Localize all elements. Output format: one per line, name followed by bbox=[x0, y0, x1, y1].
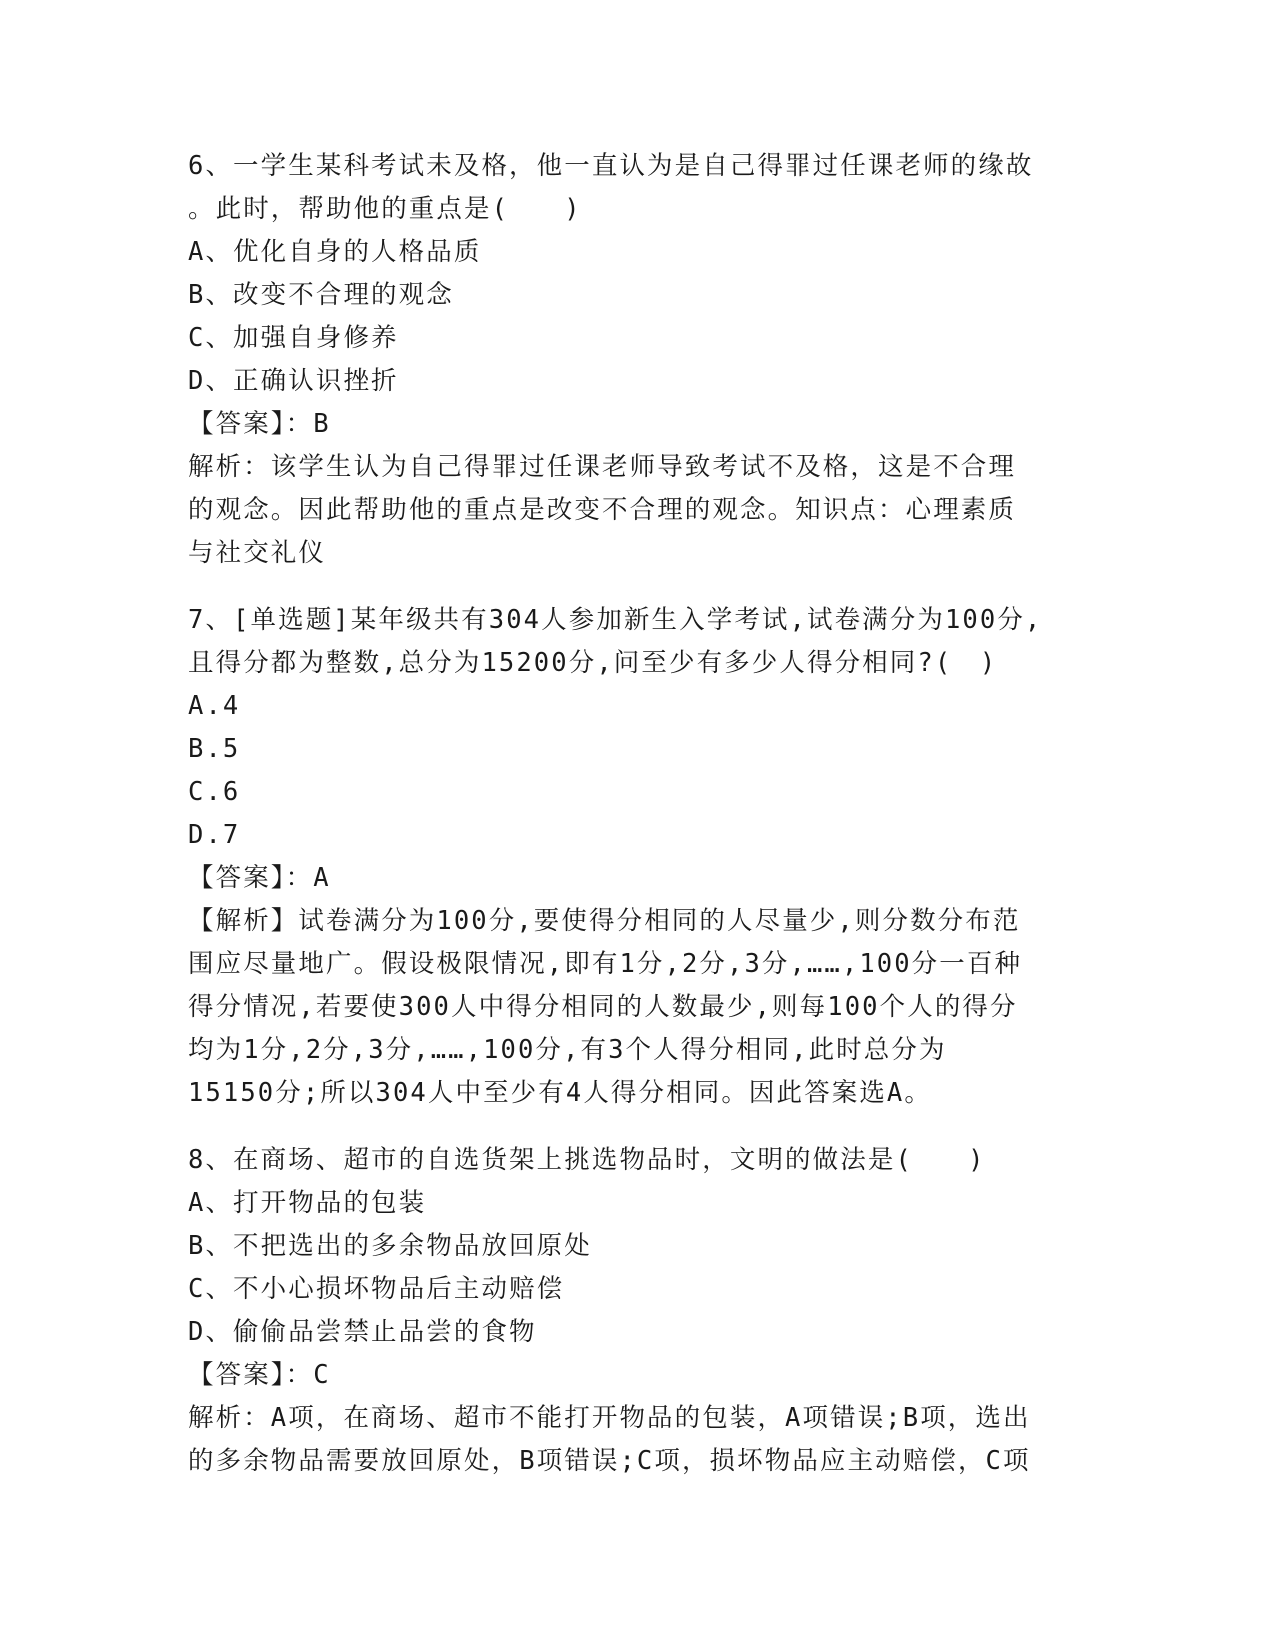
analysis-line: 15150分;所以304人中至少有4人得分相同。因此答案选A。 bbox=[188, 1078, 932, 1108]
question-stem-line: 6、一学生某科考试未及格，他一直认为是自己得罪过任课老师的缘故 bbox=[188, 151, 1034, 181]
question-8 bbox=[188, 1139, 1088, 1483]
analysis-line: 的观念。因此帮助他的重点是改变不合理的观念。知识点：心理素质 bbox=[188, 495, 1017, 525]
answer-line: 【答案】：A bbox=[188, 863, 331, 893]
option-d: D.7 bbox=[188, 820, 241, 850]
question-stem-line: 7、[单选题]某年级共有304人参加新生入学考试,试卷满分为100分, bbox=[188, 605, 1043, 635]
option-c: C、加强自身修养 bbox=[188, 323, 399, 353]
option-b: B、不把选出的多余物品放回原处 bbox=[188, 1231, 592, 1261]
option-a: A、优化自身的人格品质 bbox=[188, 237, 482, 267]
option-d: D、正确认识挫折 bbox=[188, 366, 399, 396]
question-stem-line: 。此时，帮助他的重点是( ) bbox=[188, 194, 582, 224]
analysis-line: 【解析】试卷满分为100分,要使得分相同的人尽量少,则分数分布范 bbox=[188, 906, 1021, 936]
question-stem-line: 且得分都为整数,总分为15200分,问至少有多少人得分相同?( ) bbox=[188, 648, 998, 678]
answer-line: 【答案】：B bbox=[188, 409, 331, 439]
analysis-line: 均为1分,2分,3分,……,100分,有3个人得分相同,此时总分为 bbox=[188, 1035, 947, 1065]
option-b: B.5 bbox=[188, 734, 241, 764]
question-7 bbox=[188, 599, 1088, 1115]
analysis-line: 的多余物品需要放回原处，B项错误;C项，损坏物品应主动赔偿，C项 bbox=[188, 1446, 1031, 1476]
option-d: D、偷偷品尝禁止品尝的食物 bbox=[188, 1317, 537, 1347]
document-page bbox=[188, 145, 1088, 1507]
answer-line: 【答案】：C bbox=[188, 1360, 331, 1390]
analysis-line: 得分情况,若要使300人中得分相同的人数最少,则每100个人的得分 bbox=[188, 992, 1018, 1022]
analysis-line: 围应尽量地广。假设极限情况,即有1分,2分,3分,……,100分一百种 bbox=[188, 949, 1023, 979]
question-stem-line: 8、在商场、超市的自选货架上挑选物品时，文明的做法是( ) bbox=[188, 1145, 986, 1175]
option-a: A、打开物品的包装 bbox=[188, 1188, 427, 1218]
option-b: B、改变不合理的观念 bbox=[188, 280, 454, 310]
option-c: C、不小心损坏物品后主动赔偿 bbox=[188, 1274, 565, 1304]
option-a: A.4 bbox=[188, 691, 241, 721]
question-6 bbox=[188, 145, 1088, 575]
option-c: C.6 bbox=[188, 777, 241, 807]
analysis-line: 与社交礼仪 bbox=[188, 538, 327, 568]
analysis-line: 解析：A项，在商场、超市不能打开物品的包装，A项错误;B项，选出 bbox=[188, 1403, 1031, 1433]
analysis-line: 解析：该学生认为自己得罪过任课老师导致考试不及格，这是不合理 bbox=[188, 452, 1017, 482]
